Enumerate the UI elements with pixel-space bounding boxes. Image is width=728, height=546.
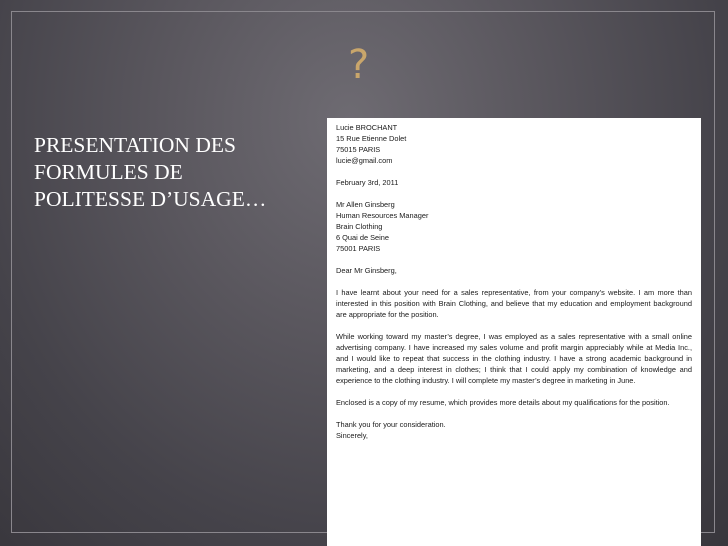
paragraph-3: Enclosed is a copy of my resume, which provides more details about my qualifications for the position. (336, 398, 670, 407)
recipient-city: 75001 PARIS (336, 244, 381, 253)
sender-name: Lucie BROCHANT (336, 123, 398, 132)
slide-title: ? (348, 42, 370, 88)
paragraph-2: While working toward my master’s degree, I was employed as a sales representative with a small online advertising company. I have increased my sales volume and profit margin appreciably while at Media Inc., and I would like to repeat that success in the clothing industry. I have a strong academic background in marketing, and a deep interest in clothes; I think that I could apply my combination of knowledge and experience to the clothing industry. I will complete my master’s degree in marketing in June. (336, 332, 692, 385)
recipient-company: Brain Clothing (336, 222, 383, 231)
recipient-title: Human Resources Manager (336, 211, 429, 220)
paragraph-1: I have learnt about your need for a sales representative, from your company’s website. I am more than interested in this position with Brain Clothing, and believe that my education and employment background are appropriate for the position. (336, 288, 692, 319)
recipient-name: Mr Allen Ginsberg (336, 200, 395, 209)
slide-heading: PRESENTATION DES FORMULES DE POLITESSE D’USAGE… (34, 133, 267, 211)
sender-email: lucie@gmail.com (336, 156, 393, 165)
recipient-street: 6 Quai de Seine (336, 233, 390, 242)
salutation: Dear Mr Ginsberg, (336, 266, 397, 275)
sender-street: 15 Rue Etienne Dolet (336, 134, 407, 143)
letter-date: February 3rd, 2011 (336, 178, 399, 187)
closing-signoff: Sincerely, (336, 431, 368, 440)
sender-city: 75015 PARIS (336, 145, 381, 154)
cover-letter (327, 118, 701, 546)
closing-thanks: Thank you for your consideration. (336, 420, 446, 429)
